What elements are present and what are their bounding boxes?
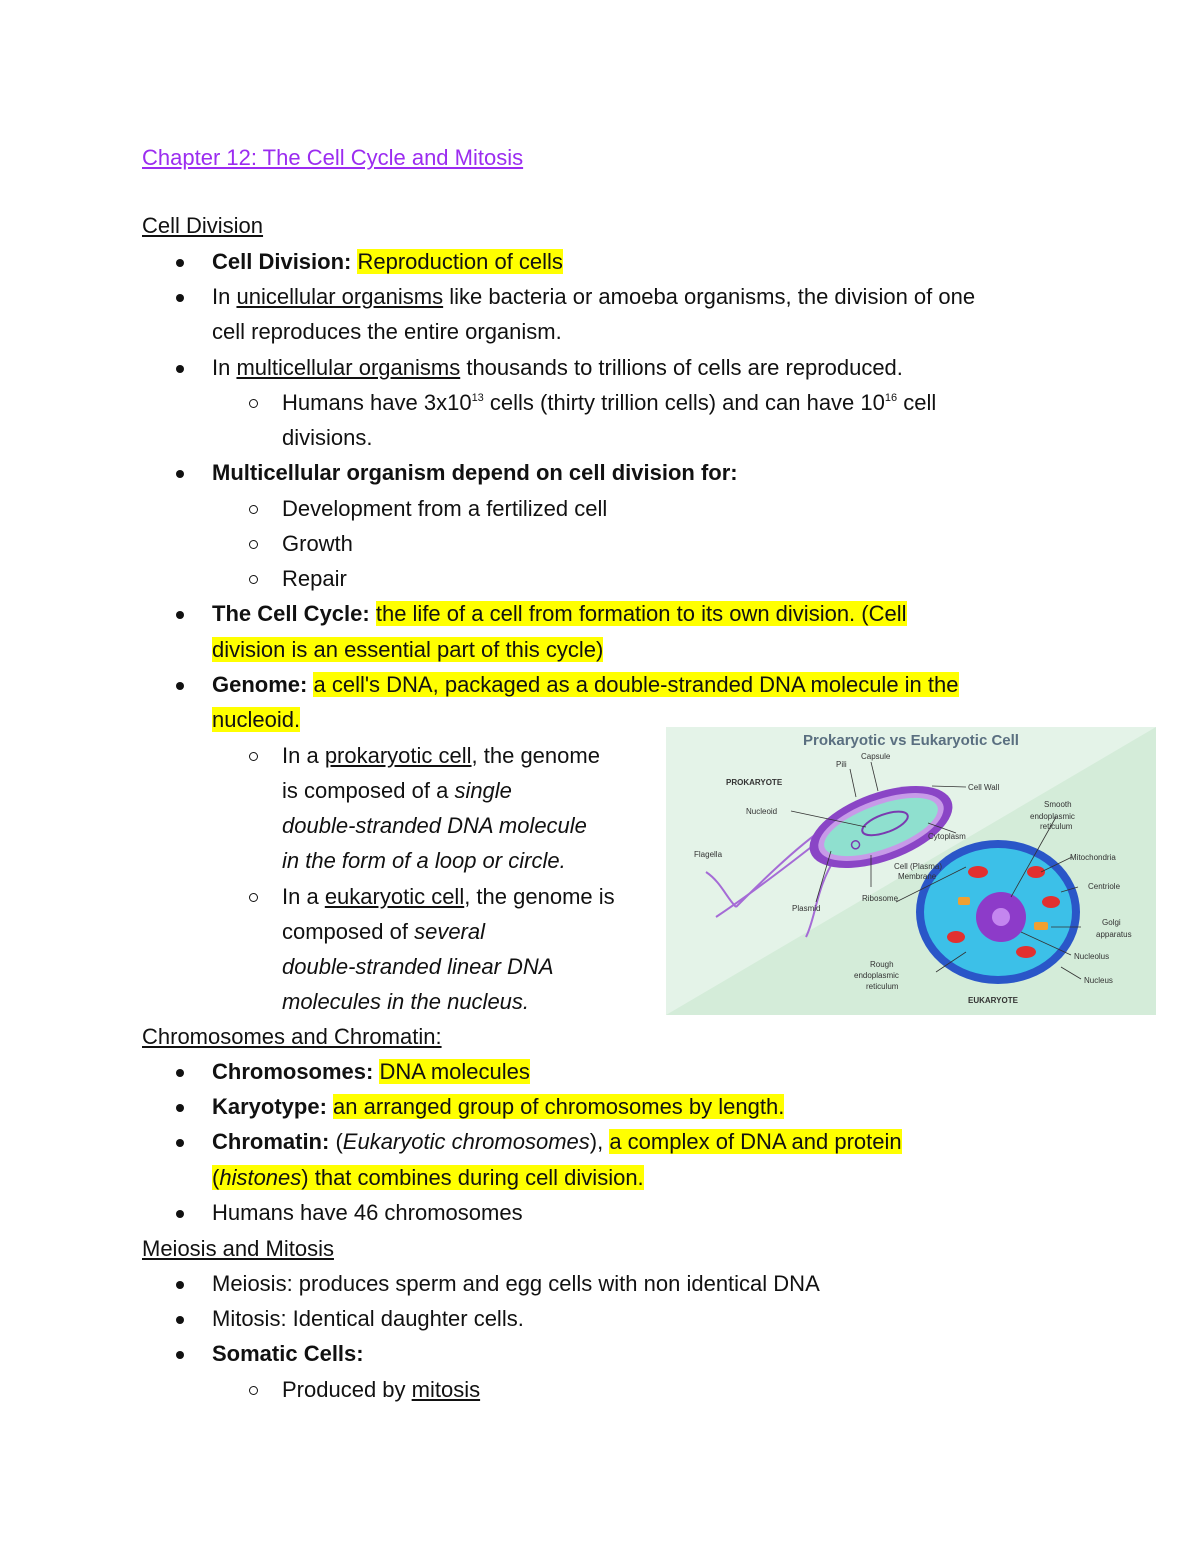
list-item: Chromosomes: DNA molecules <box>212 1059 530 1084</box>
sub-list-item: In a prokaryotic cell, the genome <box>282 743 600 768</box>
label-cell-wall: Cell Wall <box>968 783 1000 792</box>
bullet-dot <box>176 259 184 267</box>
bullet-dot <box>176 682 184 690</box>
bullet-dot <box>176 294 184 302</box>
bullet-dot <box>176 1104 184 1112</box>
list-item-continuation: cell reproduces the entire organism. <box>212 319 562 344</box>
list-item: Cell Division: Reproduction of cells <box>212 249 563 274</box>
label-cytoplasm: Cytoplasm <box>928 832 966 841</box>
bullet-dot <box>176 1351 184 1359</box>
sub-list-item-continuation: double-stranded DNA molecule <box>282 813 587 838</box>
sub-list-item: Humans have $3x10^{13}$ cells (thirty trillion cells) and can have $10^{16}$ cell <box>282 390 937 415</box>
list-item: Genome: a cell's DNA, packaged as a double-stranded DNA molecule in the <box>212 672 959 697</box>
bullet-dot <box>176 1316 184 1324</box>
bullet-circle <box>249 505 258 514</box>
bullet-dot <box>176 1139 184 1147</box>
label-nucleus: Nucleus <box>1084 976 1113 985</box>
label-rough-er-3: reticulum <box>866 982 899 991</box>
sub-list-item-continuation: composed of several <box>282 919 485 944</box>
bullet-dot <box>176 1210 184 1218</box>
list-item: Mitosis: Identical daughter cells. <box>212 1306 524 1331</box>
bullet-circle <box>249 575 258 584</box>
eukaryote-label: EUKARYOTE <box>968 996 1018 1005</box>
label-plasmid: Plasmid <box>792 904 821 913</box>
sub-list-item-continuation: molecules in the nucleus. <box>282 989 530 1014</box>
label-cell-membrane-2: Membrane <box>898 872 937 881</box>
bullet-circle <box>249 893 258 902</box>
section-heading-meiosis: Meiosis and Mitosis <box>142 1236 334 1261</box>
bullet-circle <box>249 399 258 408</box>
section-heading-cell-division: Cell Division <box>142 213 264 238</box>
list-item-continuation: nucleoid. <box>212 707 301 732</box>
sub-list-item: Repair <box>282 566 347 591</box>
label-ribosome: Ribosome <box>862 894 899 903</box>
list-item: Somatic Cells: <box>212 1341 364 1366</box>
bullet-circle <box>249 752 258 761</box>
label-pili: Pili <box>836 760 847 769</box>
label-capsule: Capsule <box>861 752 891 761</box>
prokaryotic-vs-eukaryotic-cell-figure <box>666 727 1156 1015</box>
label-smooth-er-2: endoplasmic <box>1030 812 1075 821</box>
sub-list-item: Development from a fertilized cell <box>282 496 608 521</box>
sub-list-item-continuation: double-stranded linear DNA <box>282 954 554 979</box>
label-cell-membrane: Cell (Plasma) <box>894 862 943 871</box>
label-golgi-2: apparatus <box>1096 930 1132 939</box>
label-golgi: Golgi <box>1102 918 1121 927</box>
prokaryote-label: PROKARYOTE <box>726 778 783 787</box>
chapter-title: Chapter 12: The Cell Cycle and Mitosis <box>142 145 524 170</box>
bullet-circle <box>249 540 258 549</box>
list-item: Humans have 46 chromosomes <box>212 1200 523 1225</box>
list-item: Multicellular organism depend on cell division for: <box>212 460 738 485</box>
sub-list-item: Produced by mitosis <box>282 1377 481 1402</box>
sub-list-item-continuation: divisions. <box>282 425 373 450</box>
sub-list-item-continuation: is composed of a single <box>282 778 512 803</box>
list-item: In multicellular organisms thousands to trillions of cells are reproduced. <box>212 355 903 380</box>
list-item: Chromatin: (Eukaryotic chromosomes), a complex of DNA and protein <box>212 1129 902 1154</box>
bullet-circle <box>249 1386 258 1395</box>
label-nucleoid: Nucleoid <box>746 807 778 816</box>
sub-list-item: In a eukaryotic cell, the genome is <box>282 884 615 909</box>
label-smooth-er-3: reticulum <box>1040 822 1073 831</box>
label-rough-er-2: endoplasmic <box>854 971 899 980</box>
label-flagella: Flagella <box>694 850 723 859</box>
sub-list-item-continuation: in the form of a loop or circle. <box>282 848 566 873</box>
list-item-continuation: (histones) that combines during cell division. <box>212 1165 644 1190</box>
section-heading-chromosomes: Chromosomes and Chromatin: <box>142 1024 442 1049</box>
label-centriole: Centriole <box>1088 882 1121 891</box>
label-smooth-er: Smooth <box>1044 800 1072 809</box>
list-item: The Cell Cycle: the life of a cell from formation to its own division. (Cell <box>212 601 907 626</box>
list-item-continuation: division is an essential part of this cycle) <box>212 637 604 662</box>
bullet-dot <box>176 365 184 373</box>
list-item: In unicellular organisms like bacteria or amoeba organisms, the division of one <box>212 284 976 309</box>
bullet-dot <box>176 470 184 478</box>
label-mitochondria: Mitochondria <box>1070 853 1116 862</box>
label-rough-er: Rough <box>870 960 894 969</box>
label-nucleolus: Nucleolus <box>1074 952 1110 961</box>
bullet-dot <box>176 1281 184 1289</box>
bullet-dot <box>176 1069 184 1077</box>
sub-list-item: Growth <box>282 531 353 556</box>
list-item: Karyotype: an arranged group of chromosomes by length. <box>212 1094 785 1119</box>
list-item: Meiosis: produces sperm and egg cells with non identical DNA <box>212 1271 820 1296</box>
bullet-dot <box>176 611 184 619</box>
figure-title: Prokaryotic vs Eukaryotic Cell <box>803 732 1019 749</box>
